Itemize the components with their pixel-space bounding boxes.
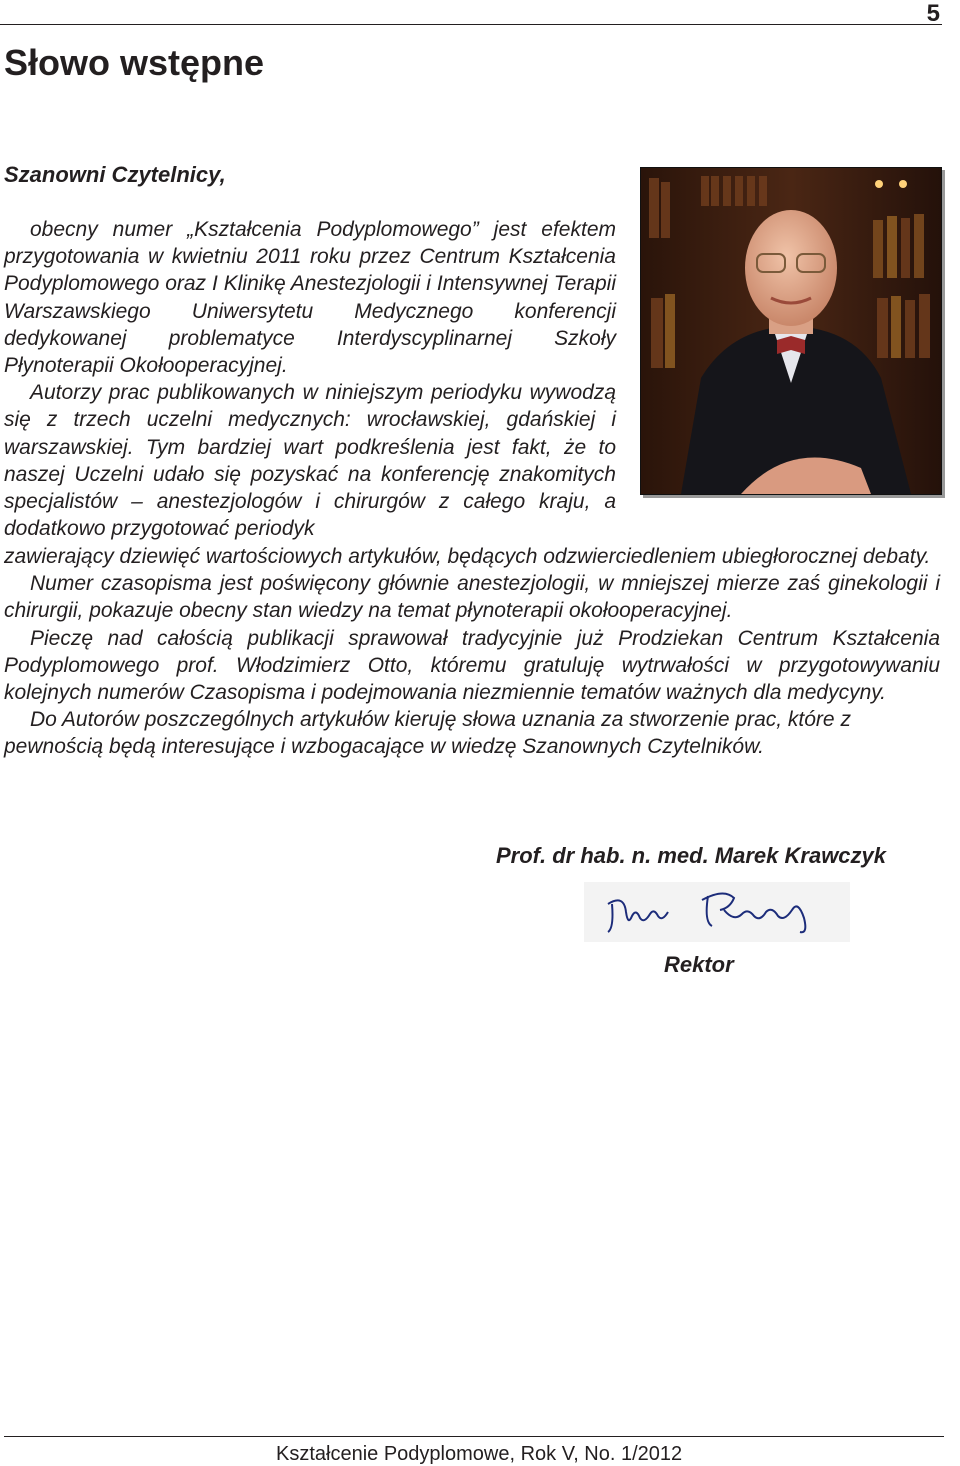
paragraph-4: Pieczę nad całością publikacji sprawował tradycyjnie już Prodziekan Centrum Kształcenia Podyplomowego prof. Włodzimierz Otto, któremu gratuluję wytrwałości w przygotowywaniu kolejnych numerów Czasopisma i podejmowania niezmiennie tematów ważnych dla medycyny. — [4, 626, 940, 705]
paragraph-2-part-2: zawierający dziewięć wartościowych artykułów, będących odzwierciedleniem ubiegłorocznej debaty. — [4, 545, 931, 568]
footer-rule — [4, 1436, 944, 1437]
page-title: Słowo wstępne — [4, 42, 265, 83]
author-portrait-photo — [640, 167, 942, 495]
handwritten-signature — [584, 882, 850, 942]
paragraph-3: Numer czasopisma jest poświęcony głównie anestezjologii, w mniejszej mierze zaś ginekologii i chirurgii, pokazuje obecny stan wiedzy na temat płynoterapii okołooperacyjnej. — [4, 572, 940, 623]
signature-drawing — [584, 882, 850, 942]
signatory-role: Rektor — [664, 952, 734, 977]
paragraph-1: obecny numer „Kształcenia Podyplomowego” jest efektem przygotowania w kwietniu 2011 roku przez Centrum Kształcenia Podyplomowego oraz I Klinikę Anestezjologii i Intensywnej Terapii Warszawskiego Uniwersytetu Medycznego konferencji dedykowanej problematyce Interdyscyplinarnej Szkoły Płynoterapii Okołooperacyjnej. — [4, 218, 616, 378]
signatory-name: Prof. dr hab. n. med. Marek Krawczyk — [496, 843, 887, 868]
paragraph-2-part-1: Autorzy prac publikowanych w niniejszym periodyku wywodzą się z trzech uczelni medycznych: wrocławskiej, gdańskiej i warszawskiej. Tym bardziej wart podkreślenia jest fakt, że to naszej Uczelni udało się pozyskać na konferencję znakomitych specjalistów – anestezjologów i chirurgów z całego kraju, a dodatkowo przygotować periodyk — [4, 381, 616, 541]
journal-footer: Kształcenie Podyplomowe, Rok V, No. 1/2012 — [276, 1443, 683, 1465]
portrait-image — [641, 168, 941, 494]
body-text-upper — [4, 216, 616, 542]
header-rule — [0, 24, 942, 25]
salutation: Szanowni Czytelnicy, — [4, 162, 226, 187]
paragraph-5: Do Autorów poszczególnych artykułów kieruję słowa uznania za stworzenie prac, które z pewnością będą interesujące i wzbogacające w wiedzę Szanownych Czytelników. — [4, 708, 851, 759]
body-text-lower — [4, 543, 940, 761]
page-number: 5 — [926, 0, 940, 27]
